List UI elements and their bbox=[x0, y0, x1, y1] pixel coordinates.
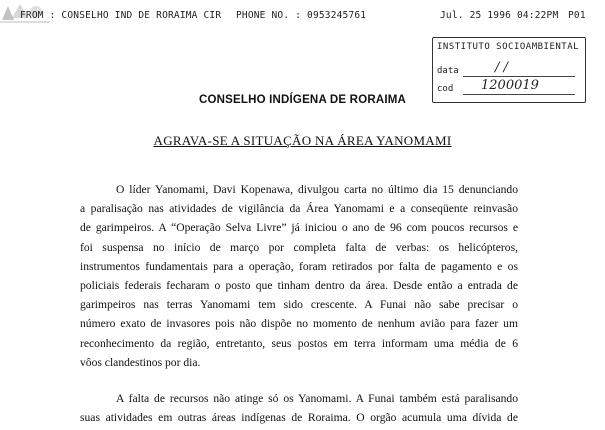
fax-from: FROM : CONSELHO IND DE RORAIMA CIR bbox=[20, 10, 222, 21]
doc-title: AGRAVA-SE A SITUAÇÃO NA ÁREA YANOMAMI bbox=[153, 133, 452, 148]
stamp-date-value: / / bbox=[495, 60, 508, 75]
paragraph-1 bbox=[80, 180, 518, 372]
fax-datetime: Jul. 25 1996 04:22PM bbox=[440, 10, 559, 21]
text-line: número exato de invasores pois não dispõe no momento de nenhum avião para fazer um bbox=[80, 317, 518, 331]
text-line: A falta de recursos não atinge só os Yanomami. A Funai também está paralisando bbox=[116, 392, 518, 405]
stamp-title: INSTITUTO SOCIOAMBIENTAL bbox=[437, 42, 580, 52]
stamp-cod-value: 1200019 bbox=[481, 78, 539, 93]
stamp-date-label: data bbox=[437, 66, 459, 76]
fax-header bbox=[0, 8, 605, 24]
fax-phone: PHONE NO. : 0953245761 bbox=[236, 10, 367, 21]
text-line: a paralisação nas atividades de vigilância da Área Yanomami e a conseqüente reinvasão bbox=[80, 202, 518, 216]
text-line: O líder Yanomami, Davi Kopenawa, divulgou carta no último dia 15 denunciando bbox=[116, 183, 518, 196]
fax-page: P01 bbox=[568, 10, 586, 21]
text-line: policiais federais fecharam o posto que tinham dentro da área. Desde então a entrada de bbox=[80, 278, 518, 292]
text-line: reconhecimento da região, entretanto, seus postos em terra informam uma média de 6 bbox=[80, 336, 518, 350]
org-title: CONSELHO INDÍGENA DE RORAIMA bbox=[198, 94, 407, 106]
text-line: foi suspensa no início de março por completa falta de verbas: os helicópteros, bbox=[80, 240, 518, 254]
text-line: vôos clandestinos por dia. bbox=[80, 355, 201, 369]
stamp-cod-label: cod bbox=[437, 84, 454, 94]
text-line: garimpeiros nas terras Yanomami tem sido crescente. A Funai não sabe precisar o bbox=[80, 298, 518, 312]
text-line: de garimpeiros. A “Operação Selva Livre” já iniciou o ano de 96 com poucos recursos e bbox=[80, 221, 518, 235]
text-line: instrumentos fundamentais para a operação, foram retirados por falta de pagamento e os bbox=[80, 259, 518, 273]
paragraph-2 bbox=[80, 389, 518, 427]
text-line: suas atividades em outras áreas indígenas de Roraima. O orgão acumula uma dívida de bbox=[80, 411, 518, 425]
